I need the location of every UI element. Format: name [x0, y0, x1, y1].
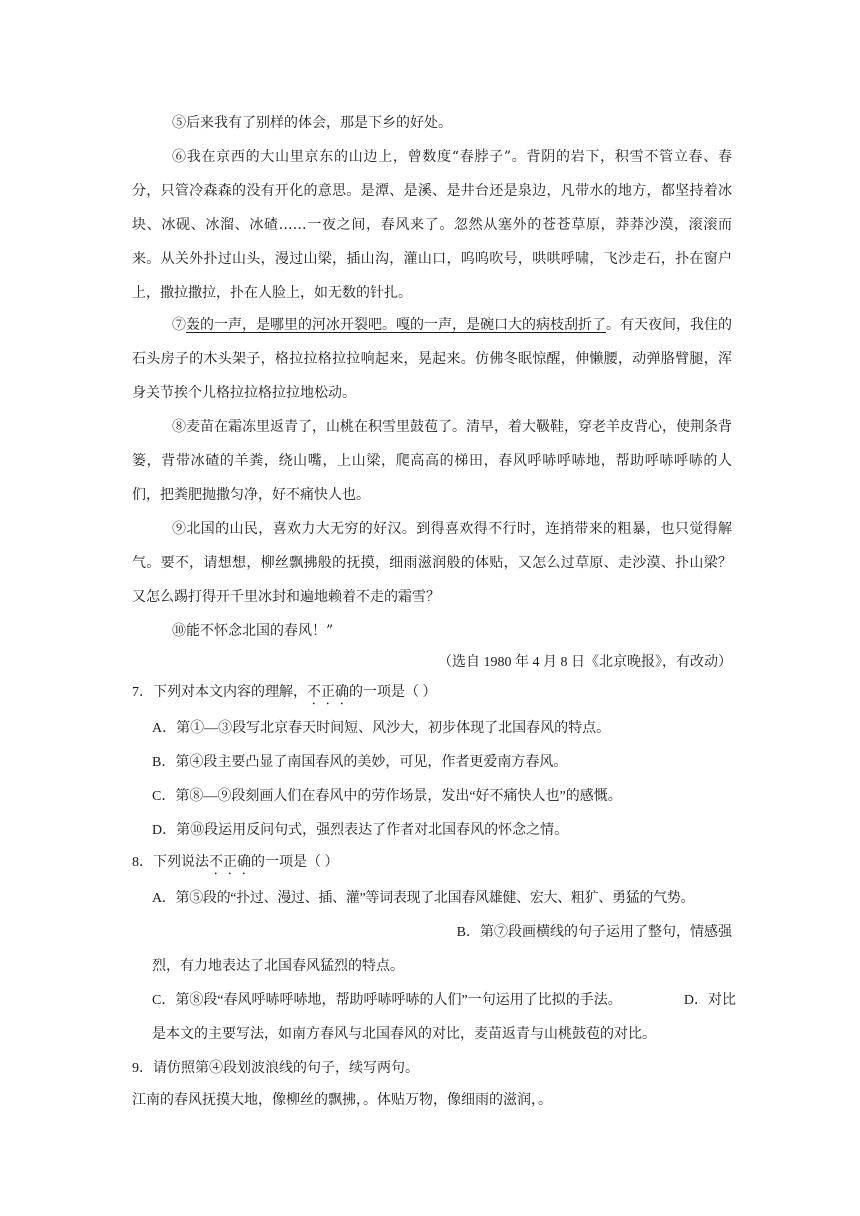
- question-8-option-c: C．第⑧段“春风呼哧呼哧地，帮助呼哧呼哧的人们”一句运用了比拟的手法。: [152, 993, 622, 1008]
- source-citation: （选自 1980 年 4 月 8 日《北京晚报》，有改动）: [438, 655, 732, 670]
- question-7-option-b: B．第④段主要凸显了南国春风的美妙，可见，作者更爱南方春风。: [152, 755, 568, 770]
- paragraph-7-number: ⑦: [172, 317, 186, 333]
- question-8-stem-end: 的一项是（ ）: [251, 855, 339, 870]
- paragraph-5: ⑤后来我有了别样的体会，那是下乡的好处。: [172, 115, 452, 131]
- question-9-answer-line: 江南的春风抚摸大地，像柳丝的飘拂，。体贴万物，像细雨的滋润，。: [132, 1093, 552, 1108]
- paragraph-7: [132, 308, 732, 410]
- question-8-option-b-line2: 烈，有力地表达了北国春风猛烈的特点。: [152, 959, 404, 974]
- paragraph-10: ⑩能不怀念北国的春风！”: [172, 623, 334, 639]
- paragraph-9: ⑨北国的山民，喜欢力大无穷的好汉。到得喜欢得不行时，连捎带来的粗暴，也只觉得解气。要不，请想想，柳丝飘拂般的抚摸，细雨滋润般的体贴，又怎么过草原、走沙漠、扑山梁？又怎么踢打得开千里冰封和遍地赖着不走的霜雪？: [132, 521, 732, 605]
- question-8-option-a: A．第⑤段的“扑过、漫过、插、灌”等词表现了北国春风雄健、宏大、粗犷、勇猛的气势。: [152, 891, 695, 906]
- question-7-option-c: C．第⑧—⑨段刻画人们在春风中的劳作场景，发出“好不痛快人也”的感慨。: [152, 789, 622, 804]
- question-7-stem: [132, 676, 732, 710]
- paragraph-7-rest: 。有天夜间，我住的石头房子的木头架子，格拉拉格拉拉响起来，晃起来。仿佛冬眠惊醒，伸懒腰，动弹胳臂腿，浑身关节挨个儿格拉拉格拉拉地松动。: [132, 317, 732, 401]
- question-7-stem-start: 7．下列对本文内容的理解，: [132, 685, 307, 700]
- question-8-option-d-line2: 是本文的主要写法，如南方春风与北国春风的对比，麦苗返青与山桃鼓苞的对比。: [152, 1027, 656, 1042]
- question-8-option-b-line1: B．第⑦段画横线的句子运用了整句，情感强: [456, 925, 732, 940]
- paragraph-6: ⑥我在京西的大山里京东的山边上，曾数度“春脖子”。背阴的岩下，积雪不管立春、春分，只管冷森森的没有开化的意思。是潭、是溪、是井台还是泉边，凡带水的地方，都坚持着冰块、冰砚、冰溜、冰碴……一夜之间，春风来了。忽然从塞外的苍苍草原，莽莽沙漠，滚滚而来。从关外扑过山头，漫过山梁，插山沟，灌山口，呜呜吹号，哄哄呼啸，飞沙走石，扑在窗户上，撒拉撒拉，扑在人脸上，如无数的针扎。: [132, 149, 732, 301]
- question-7-option-a: A．第①—③段写北京春天时间短、风沙大，初步体现了北国春风的特点。: [152, 721, 611, 736]
- emphasis-not-correct: 不正确: [209, 855, 251, 870]
- question-8-option-d-start: D．对比: [683, 993, 736, 1008]
- question-9-stem: 9．请仿照第④段划波浪线的句子，续写两句。: [132, 1061, 419, 1076]
- paragraph-8: ⑧麦苗在霜冻里返青了，山桃在积雪里鼓苞了。清早，着大靸鞋，穿老羊皮背心，使荆条背篓，背带冰碴的羊粪，绕山嘴，上山梁，爬高高的梯田，春风呼哧呼哧地，帮助呼哧呼哧的人们，把粪肥抛撒匀净，好不痛快人也。: [132, 419, 732, 503]
- underlined-sentence: 轰的一声，是哪里的河冰开裂吧。嘎的一声，是碗口大的病枝刮折了: [186, 317, 606, 333]
- question-8-stem-start: 8．下列说法: [132, 855, 209, 870]
- question-8-stem: [132, 846, 732, 880]
- question-7-stem-end: 的一项是（ ）: [349, 685, 437, 700]
- emphasis-not-correct: 不正确: [307, 685, 349, 700]
- question-7-option-d: D．第⑩段运用反问句式，强烈表达了作者对北国春风的怀念之情。: [152, 823, 569, 838]
